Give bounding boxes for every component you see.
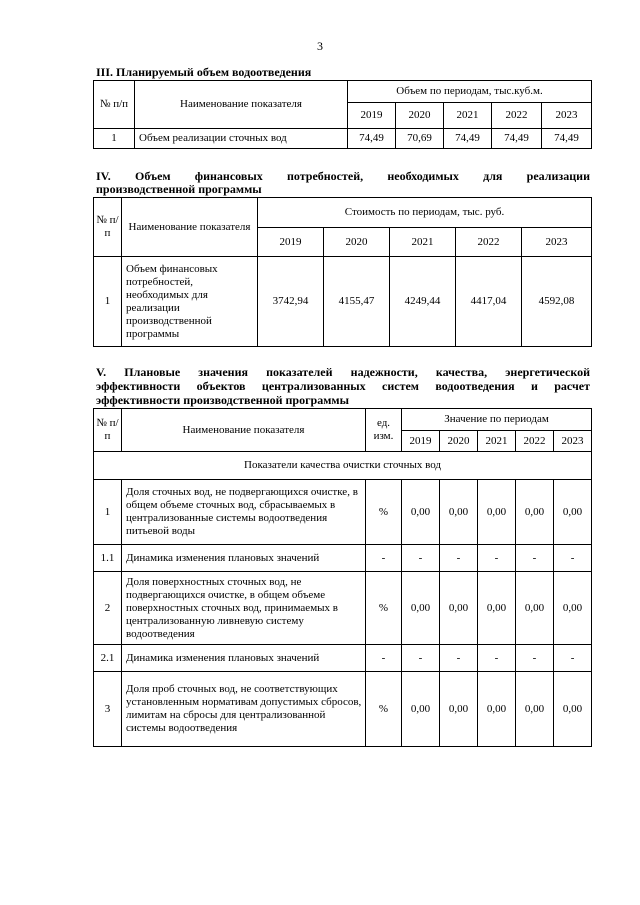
row-value: 0,00 [440,480,478,545]
section-5-title-line1: V. Плановые значения показателей надежности, качества, энергетической [96,365,590,379]
row-value: 0,00 [516,480,554,545]
row-value: 0,00 [402,672,440,747]
row-value: - [440,645,478,672]
table-row [94,645,592,672]
row-value: - [478,545,516,572]
table-row [94,480,592,545]
row-value: - [402,545,440,572]
header-year: 2021 [478,431,516,452]
row-value: - [554,645,592,672]
row-name: Объем финансовых потребностей, необходимых для реализации производственной программы [122,257,258,347]
row-value: 0,00 [402,572,440,645]
row-value: 74,49 [348,129,396,149]
row-value: 4417,04 [456,257,522,347]
row-num: 2.1 [94,645,122,672]
row-name: Динамика изменения плановых значений [122,545,366,572]
row-num: 2 [94,572,122,645]
row-value: 74,49 [492,129,542,149]
row-unit: % [366,672,402,747]
table-row [94,129,592,149]
header-year: 2020 [324,228,390,257]
header-num: № п/п [94,198,122,257]
row-value: 0,00 [440,572,478,645]
header-year: 2023 [542,103,592,129]
row-value: 4249,44 [390,257,456,347]
row-value: 0,00 [478,572,516,645]
header-year: 2020 [396,103,444,129]
row-num: 1 [94,480,122,545]
header-year: 2019 [258,228,324,257]
header-num: № п/п [94,81,135,129]
header-year: 2023 [522,228,592,257]
row-unit: - [366,545,402,572]
header-year: 2021 [390,228,456,257]
row-unit: % [366,480,402,545]
row-value: 0,00 [440,672,478,747]
header-year: 2022 [516,431,554,452]
row-value: 0,00 [478,480,516,545]
row-value: 0,00 [516,572,554,645]
header-year: 2021 [444,103,492,129]
header-name: Наименование показателя [122,198,258,257]
row-unit: - [366,645,402,672]
header-num: № п/п [94,409,122,452]
row-num: 3 [94,672,122,747]
row-value: 0,00 [554,480,592,545]
row-name: Доля проб сточных вод, не соответствующих установленным нормативам допустимых сбросов, лимитам на сбросы для централизованной системы водоотведения [122,672,366,747]
table-row [94,672,592,747]
row-value: - [516,645,554,672]
header-year: 2023 [554,431,592,452]
section-4-title-line2: производственной программы [96,182,262,196]
row-value: - [478,645,516,672]
row-value: 74,49 [542,129,592,149]
header-year: 2019 [348,103,396,129]
header-name: Наименование показателя [135,81,348,129]
row-value: 0,00 [554,572,592,645]
row-unit: % [366,572,402,645]
row-name: Доля сточных вод, не подвергающихся очистке, в общем объеме сточных вод, сбрасываемых в централизованные системы водоотведения питьевой воды [122,480,366,545]
section-4-title-line1: IV. Объем финансовых потребностей, необходимых для реализации [96,169,590,183]
row-value: - [402,645,440,672]
row-value: 0,00 [402,480,440,545]
header-period: Стоимость по периодам, тыс. руб. [258,198,592,228]
section-4-table [93,197,592,347]
row-value: 70,69 [396,129,444,149]
section-3-title: III. Планируемый объем водоотведения [96,65,312,79]
header-period: Значение по периодам [402,409,592,431]
header-unit: ед. изм. [366,409,402,452]
table-row [94,572,592,645]
section-5-title-line3: эффективности производственной программы [96,393,349,407]
group-heading: Показатели качества очистки сточных вод [94,452,592,480]
header-name: Наименование показателя [122,409,366,452]
row-value: - [554,545,592,572]
row-num: 1 [94,129,135,149]
row-name: Объем реализации сточных вод [135,129,348,149]
row-num: 1.1 [94,545,122,572]
row-value: - [440,545,478,572]
header-year: 2019 [402,431,440,452]
section-3-table [93,80,592,149]
row-name: Динамика изменения плановых значений [122,645,366,672]
section-5-table [93,408,592,747]
section-5-title-line2: эффективности объектов централизованных систем водоотведения и расчет [96,379,590,393]
row-value: 74,49 [444,129,492,149]
header-period: Объем по периодам, тыс.куб.м. [348,81,592,103]
row-value: - [516,545,554,572]
table-row [94,257,592,347]
row-value: 3742,94 [258,257,324,347]
row-value: 4592,08 [522,257,592,347]
row-name: Доля поверхностных сточных вод, не подвергающихся очистке, в общем объеме поверхностных сточных вод, принимаемых в централизованную ливневую систему водоотведения [122,572,366,645]
page-number: 3 [317,39,323,53]
header-year: 2022 [456,228,522,257]
table-row [94,545,592,572]
row-num: 1 [94,257,122,347]
row-value: 0,00 [478,672,516,747]
row-value: 0,00 [554,672,592,747]
row-value: 0,00 [516,672,554,747]
row-value: 4155,47 [324,257,390,347]
header-year: 2020 [440,431,478,452]
header-year: 2022 [492,103,542,129]
